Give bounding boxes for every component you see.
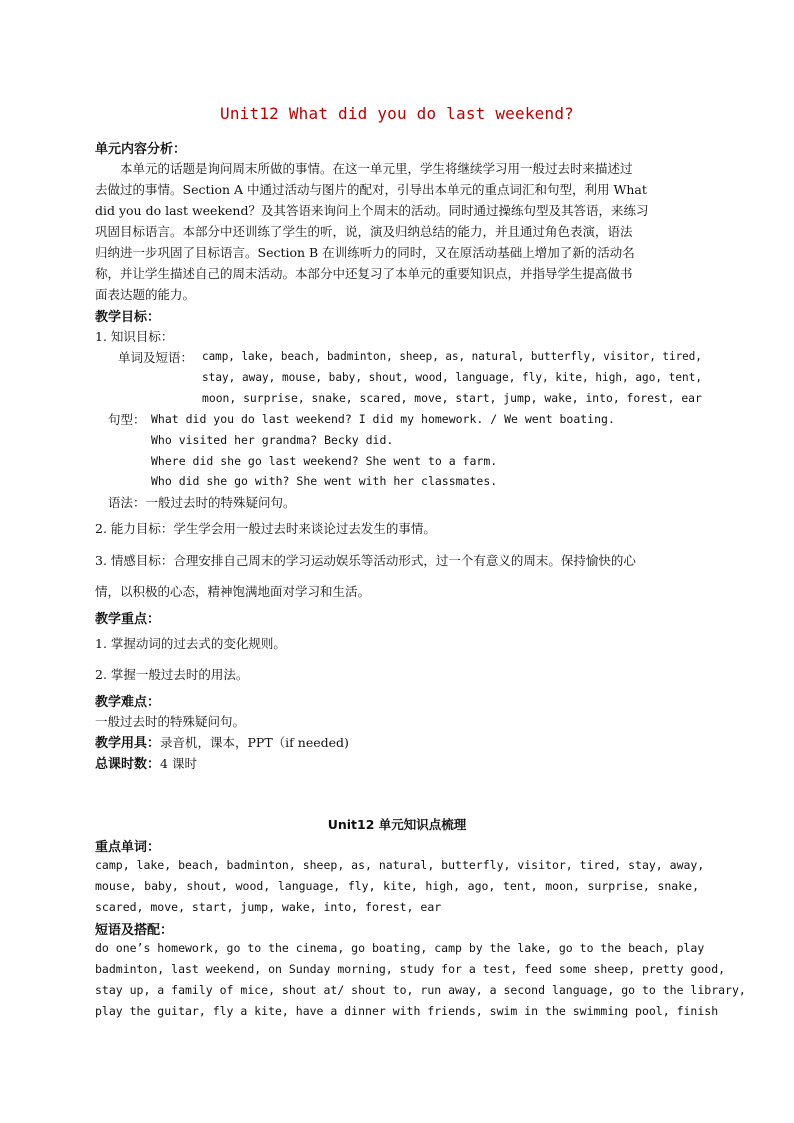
words-line: [95, 879, 699, 893]
vocab-line: camp, lake, beach, badminton, sheep, as, natural, butterfly, visitor, tired,: [202, 349, 702, 363]
words-line: [95, 858, 705, 872]
phrases-line-text: stay up, a family of mice, shout at/ shout to, run away, a second language, go to the library,: [95, 983, 746, 997]
goal-item-knowledge: 1. 知识目标：: [95, 329, 174, 344]
words-line: scared, move, start, jump, wake, into, forest, ear: [95, 900, 442, 914]
difficulty-heading: 教学难点：: [95, 695, 161, 710]
phrases-line: [95, 962, 726, 976]
sentence-line: Where did she go last weekend? She went to a farm.: [151, 454, 498, 468]
vocab-label: 单词及短语：: [118, 350, 194, 365]
goals-heading: 教学目标：: [95, 310, 161, 325]
keypoint-item: 1. 掌握动词的过去式的变化规则。: [95, 636, 286, 651]
phrases-line-text: play the guitar, fly a kite, have a dinner with friends, swim in the swimming pool, finish: [95, 1004, 719, 1018]
words-heading: 重点单词：: [95, 840, 161, 855]
analysis-line: 本单元的话题是询问周末所做的事情。在这一单元里，学生将继续学习用一般过去时来描述过: [120, 161, 633, 176]
difficulty-text: 一般过去时的特殊疑问句。: [95, 714, 246, 729]
analysis-line: did you do last weekend？及其答语来询问上个周末的活动。同时通过操练句型及其答语，来练习: [95, 203, 649, 218]
analysis-line: 面表达题的能力。: [95, 287, 196, 302]
vocab-line: moon, surprise, snake, scared, move, start, jump, wake, into, forest, ear: [202, 391, 702, 405]
sentence-label: 句型：: [108, 412, 146, 427]
phrases-line: [95, 983, 746, 997]
keypoints-heading: 教学重点：: [95, 612, 161, 627]
phrases-heading: 短语及搭配：: [95, 923, 174, 938]
analysis-line: 称，并让学生描述自己的周末活动。本部分中还复习了本单元的重要知识点，并指导学生提高做书: [95, 266, 633, 281]
phrases-line: [95, 941, 705, 955]
phrases-line-text: do one’s homework, go to the cinema, go boating, camp by the lake, go to the beach, play: [95, 941, 705, 955]
summary-title: Unit12 单元知识点梳理: [327, 817, 467, 832]
tools-line: [95, 732, 349, 751]
words-line-text: camp, lake, beach, badminton, sheep, as, natural, butterfly, visitor, tired, stay, away,: [95, 858, 705, 872]
words-line-text: mouse, baby, shout, wood, language, fly, kite, high, ago, tent, moon, surprise, snake,: [95, 879, 699, 893]
analysis-line: 巩固目标语言。本部分中还训练了学生的听，说，演及归纳总结的能力，并且通过角色表演，语法: [95, 224, 633, 239]
goal-item-emotion: 3. 情感目标：合理安排自己周末的学习运动娱乐等活动形式，过一个有意义的周末。保持愉快的心: [95, 553, 636, 568]
tools-text: 录音机，课本，PPT（if needed): [160, 735, 349, 750]
hours-text: 4 课时: [160, 756, 197, 771]
sentence-line: Who did she go with? She went with her classmates.: [151, 474, 498, 488]
keypoint-item: 2. 掌握一般过去时的用法。: [95, 667, 249, 682]
analysis-heading: 单元内容分析：: [95, 142, 187, 157]
sentence-line: Who visited her grandma? Becky did.: [151, 433, 394, 447]
analysis-line: 去做过的事情。Section A 中通过活动与图片的配对，引导出本单元的重点词汇和句型，利用 What: [95, 182, 647, 197]
hours-line: [95, 753, 197, 772]
grammar-line: 语法：一般过去时的特殊疑问句。: [108, 495, 296, 510]
analysis-line: 归纳进一步巩固了目标语言。Section B 在训练听力的同时，又在原活动基础上增加了新的活动名: [95, 245, 635, 260]
phrases-line-text: badminton, last weekend, on Sunday morning, study for a test, feed some sheep, pretty good,: [95, 962, 726, 976]
unit-title: Unit12 What did you do last weekend?: [220, 104, 574, 123]
hours-label: 总课时数：: [95, 757, 161, 772]
goal-item-ability: 2. 能力目标：学生学会用一般过去时来谈论过去发生的事情。: [95, 521, 436, 536]
tools-label: 教学用具：: [95, 736, 161, 751]
vocab-line: stay, away, mouse, baby, shout, wood, language, fly, kite, high, ago, tent,: [202, 370, 703, 384]
phrases-line: [95, 1004, 719, 1018]
sentence-line: What did you do last weekend? I did my homework. / We went boating.: [151, 412, 615, 426]
goal-item-emotion-cont: 情，以积极的心态，精神饱满地面对学习和生活。: [95, 584, 371, 599]
